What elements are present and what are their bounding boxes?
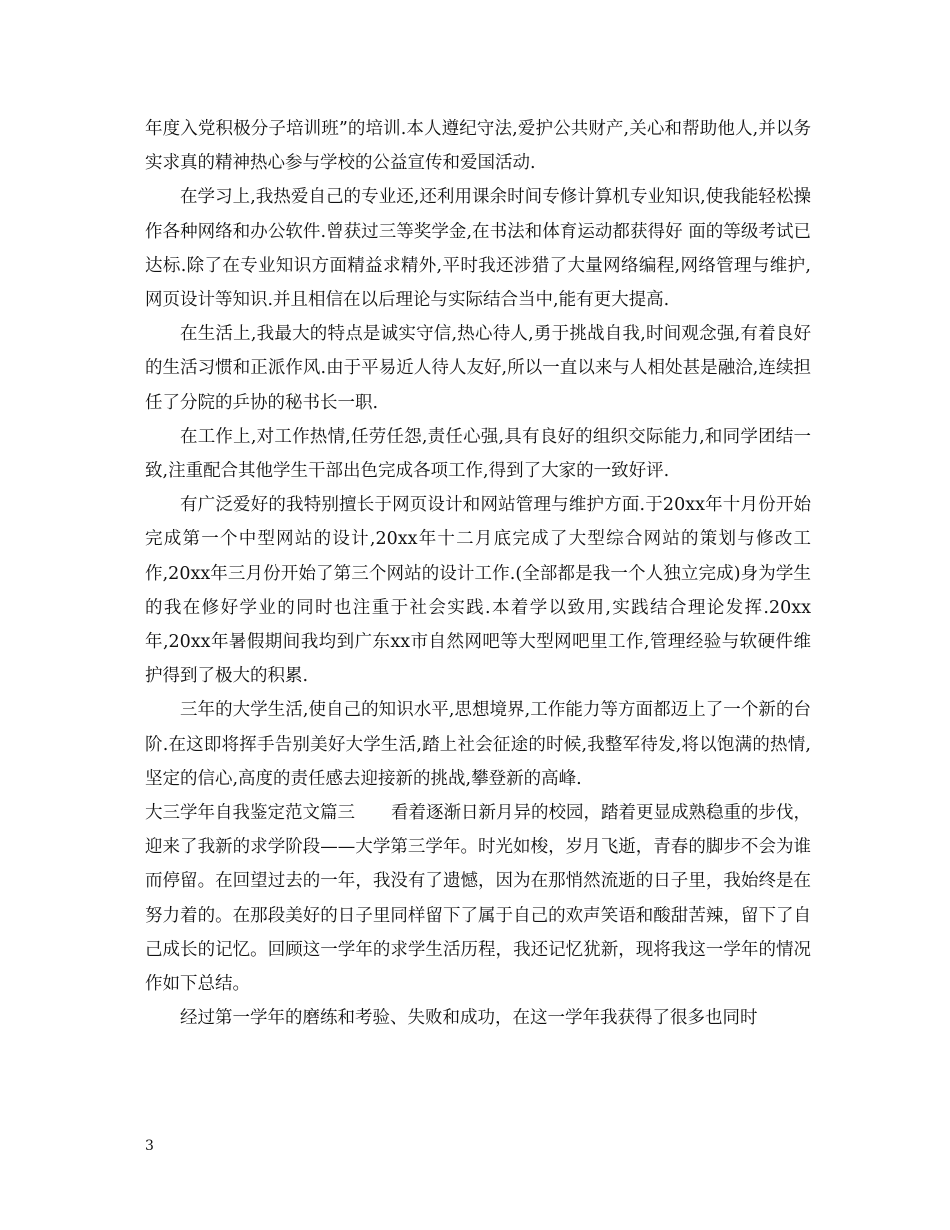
paragraph-5: 有广泛爱好的我特别擅长于网页设计和网站管理与维护方面.于20xx年十月份开始完成第一个中型网站的设计,20xx年十二月底完成了大型综合网站的策划与修改工作,20xx年三月份开始了第三个网站的设计工作.(全部都是我一个人独立完成)身为学生的我在修好学业的同时也注重于社会实践.本着学以致用,实践结合理论发挥.20xx年,20xx年暑假期间我均到广东xx市自然网吧等大型网吧里工作,管理经验与软硬件维护得到了极大的积累. — [145, 495, 811, 687]
section-paragraph — [145, 796, 811, 1001]
page-number: 3 — [145, 1138, 154, 1154]
paragraph-4: 在工作上,对工作热情,任劳任怨,责任心强,具有良好的组织交际能力,和同学团结一致,注重配合其他学生干部出色完成各项工作,得到了大家的一致好评. — [145, 426, 811, 482]
document-body — [145, 112, 811, 1035]
section-first-paragraph: 看着逐渐日新月异的校园，踏着更显成熟稳重的步伐，迎来了我新的求学阶段——大学第三学年。时光如梭，岁月飞逝，青春的脚步不会为谁而停留。在回望过去的一年，我没有了遗憾，因为在那悄然流逝的日子里，我始终是在努力着的。在那段美好的日子里同样留下了属于自己的欢声笑语和酸甜苦辣，留下了自己成长的记忆。回顾这一学年的求学生活历程，我还记忆犹新，现将我这一学年的情况作如下总结。 — [145, 803, 811, 995]
paragraph-2: 在学习上,我热爱自己的专业还,还利用课余时间专修计算机专业知识,使我能轻松操作各种网络和办公软件.曾获过三等奖学金,在书法和体育运动都获得好 面的等级考试已达标.除了在专业知识方面精益求精外,平时我还涉猎了大量网络编程,网络管理与维护,网页设计等知识.并且相信在以后理论与实际结合当中,能有更大提高. — [145, 187, 811, 311]
paragraph-1: 年度入党积极分子培训班”的培训.本人遵纪守法,爱护公共财产,关心和帮助他人,并以务实求真的精神热心参与学校的公益宣传和爱国活动. — [145, 119, 811, 174]
paragraph-3: 在生活上,我最大的特点是诚实守信,热心待人,勇于挑战自我,时间观念强,有着良好的生活习惯和正派作风.由于平易近人待人友好,所以一直以来与人相处甚是融洽,连续担任了分院的乒协的秘书长一职. — [145, 324, 811, 413]
paragraph-last: 经过第一学年的磨练和考验、失败和成功，在这一学年我获得了很多也同时 — [180, 1008, 758, 1029]
section-title: 大三学年自我鉴定范文篇三 — [145, 803, 355, 824]
paragraph-6: 三年的大学生活,使自己的知识水平,思想境界,工作能力等方面都迈上了一个新的台阶.在这即将挥手告别美好大学生活,踏上社会征途的时候,我整军待发,将以饱满的热情,坚定的信心,高度的责任感去迎接新的挑战,攀登新的高峰. — [145, 700, 811, 789]
